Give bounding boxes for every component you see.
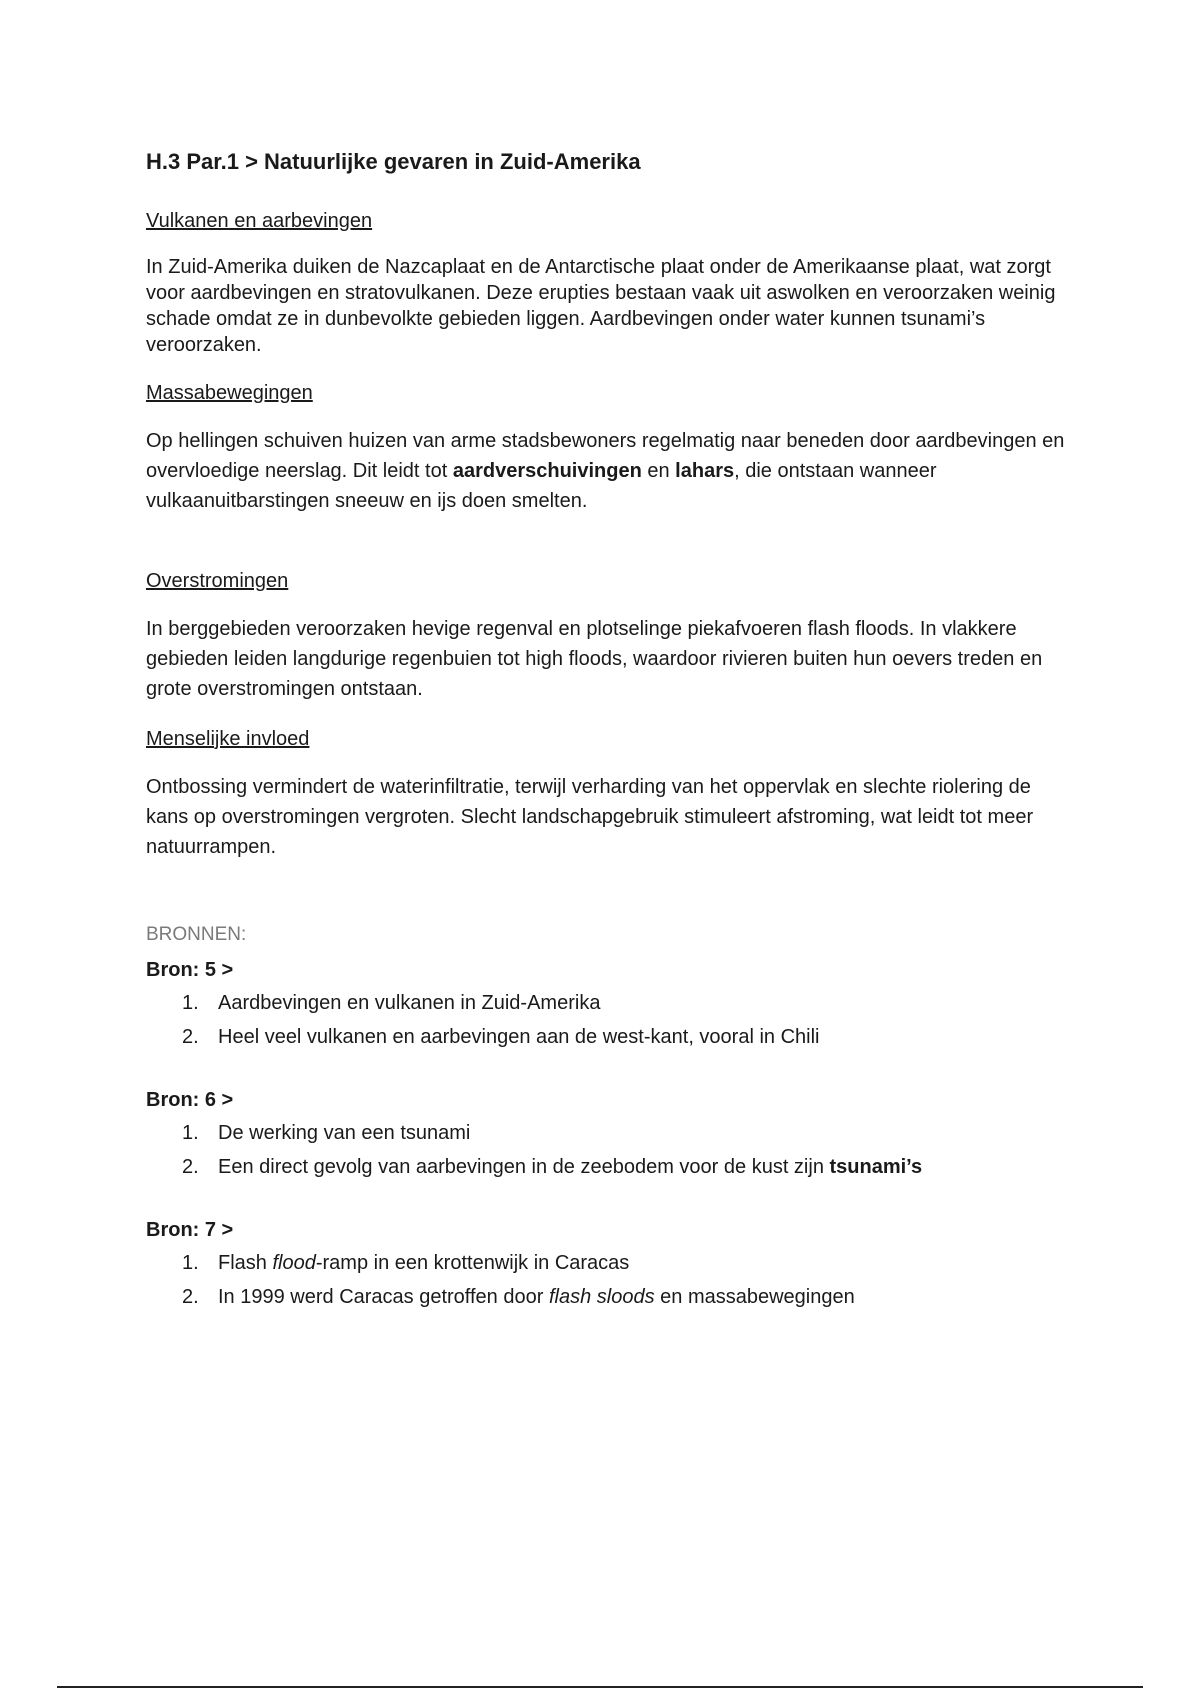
bron-7-list bbox=[146, 1246, 1076, 1314]
list-text bbox=[218, 1246, 629, 1280]
text-run: -ramp in een krottenwijk in Caracas bbox=[315, 1252, 630, 1274]
text-run: , die ontstaan wanneer vulkaanuitbarstingen sneeuw en ijs doen smelten. bbox=[146, 460, 937, 512]
bron-6-list bbox=[146, 1116, 1076, 1184]
list-number: 1. bbox=[182, 992, 199, 1014]
list-item bbox=[146, 986, 1076, 1020]
list-text: Heel veel vulkanen en aarbevingen aan de west-kant, vooral in Chili bbox=[218, 1026, 820, 1048]
bron-5-heading: Bron: 5 > bbox=[146, 959, 234, 981]
bold-term-tsunamis: tsunami’s bbox=[829, 1156, 923, 1178]
paragraph-overstromingen: In berggebieden veroorzaken hevige regenval en plotselinge piekafvoeren flash floods. In vlakkere gebieden leiden langdurige regenbuien tot high floods, waardoor rivieren buiten hun oevers treden en grote overstromingen ontstaan. bbox=[146, 618, 1043, 700]
bron-6-heading: Bron: 6 > bbox=[146, 1089, 234, 1111]
section-heading-vulkanen: Vulkanen en aarbevingen bbox=[146, 210, 373, 232]
section-heading-massabewegingen: Massabewegingen bbox=[146, 382, 313, 404]
paragraph-menselijke-invloed: Ontbossing vermindert de waterinfiltratie, terwijl verharding van het oppervlak en slechte riolering de kans op overstromingen vergroten. Slecht landschapgebruik stimuleert afstroming, wat leidt tot meer natuurrampen. bbox=[146, 776, 1034, 858]
text-run: Flash bbox=[218, 1252, 273, 1274]
bold-term-lahars: lahars bbox=[675, 460, 735, 482]
bold-term-aardverschuivingen: aardverschuivingen bbox=[452, 460, 642, 482]
text-run: Een direct gevolg van aarbevingen in de zeebodem voor de kust zijn bbox=[218, 1156, 830, 1178]
footer-divider bbox=[57, 1686, 1143, 1688]
sources-label: BRONNEN: bbox=[146, 924, 247, 945]
text-run: In 1999 werd Caracas getroffen door bbox=[218, 1286, 549, 1308]
italic-term-flood: flood bbox=[272, 1252, 316, 1274]
section-heading-menselijke-invloed: Menselijke invloed bbox=[146, 728, 310, 750]
list-item bbox=[146, 1280, 1076, 1314]
italic-term-flash-sloods: flash sloods bbox=[548, 1286, 655, 1308]
paragraph-massabewegingen bbox=[146, 426, 1076, 516]
section-heading-overstromingen: Overstromingen bbox=[146, 570, 289, 592]
list-number: 1. bbox=[182, 1252, 199, 1274]
list-item bbox=[146, 1116, 1076, 1150]
text-run: en massabewegingen bbox=[654, 1286, 855, 1308]
document-content bbox=[146, 146, 1076, 1344]
bron-7-heading: Bron: 7 > bbox=[146, 1219, 234, 1241]
list-item bbox=[146, 1246, 1076, 1280]
list-number: 2. bbox=[182, 1026, 199, 1048]
bron-5-list bbox=[146, 986, 1076, 1054]
list-text bbox=[218, 1150, 922, 1184]
paragraph-vulkanen: In Zuid-Amerika duiken de Nazcaplaat en de Antarctische plaat onder de Amerikaanse plaat, wat zorgt voor aardbevingen en stratovulkanen. Deze erupties bestaan vaak uit aswolken en veroorzaken weinig schade omdat ze in dunbevolkte gebieden liggen. Aardbevingen onder water kunnen tsunami’s veroorzaken. bbox=[146, 256, 1056, 356]
list-text: Aardbevingen en vulkanen in Zuid-Amerika bbox=[218, 992, 601, 1014]
text-run: en bbox=[641, 460, 676, 482]
list-text: De werking van een tsunami bbox=[218, 1122, 471, 1144]
list-item bbox=[146, 1150, 1076, 1184]
list-number: 1. bbox=[182, 1122, 199, 1144]
text-run: Op hellingen schuiven huizen van arme stadsbewoners regelmatig naar beneden door aardbevingen en overvloedige neerslag. Dit leidt tot bbox=[146, 430, 1065, 482]
document-title: H.3 Par.1 > Natuurlijke gevaren in Zuid-Amerika bbox=[146, 149, 641, 174]
list-number: 2. bbox=[182, 1156, 199, 1178]
list-number: 2. bbox=[182, 1286, 199, 1308]
list-text bbox=[218, 1280, 855, 1314]
list-item bbox=[146, 1020, 1076, 1054]
